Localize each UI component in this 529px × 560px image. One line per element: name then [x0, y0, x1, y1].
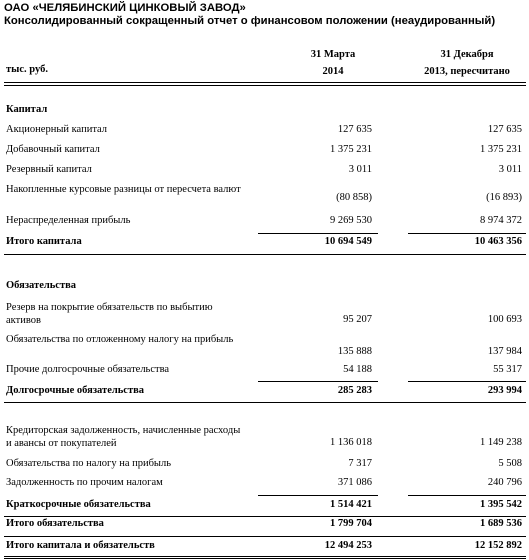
row-value-2013: 10 463 356 [474, 236, 522, 247]
row-value-2014: 1 514 421 [330, 499, 372, 510]
table-row [4, 183, 526, 203]
table-row [4, 301, 526, 326]
row-label: Задолженность по прочим налогам [6, 477, 163, 488]
row-value-2014: 12 494 253 [324, 540, 372, 551]
unit-label: тыс. руб. [6, 64, 48, 75]
row-value-2013: 3 011 [498, 164, 522, 175]
row-value-2013: 1 375 231 [480, 144, 522, 155]
table-row-total [4, 518, 526, 534]
row-value-2014: 10 694 549 [324, 236, 372, 247]
subtotal-rule [258, 381, 378, 382]
row-value-2014: 135 888 [337, 346, 372, 357]
column-header-2014-line1: 31 Марта [310, 49, 356, 60]
table-row [4, 458, 526, 474]
row-value-2014: 127 635 [337, 124, 372, 135]
row-value-2013: 137 984 [487, 346, 522, 357]
row-value-2013: 1 689 536 [480, 518, 522, 529]
row-label: Долгосрочные обязательства [6, 385, 145, 396]
table-row [4, 477, 526, 493]
total-rule [4, 254, 526, 255]
header-rule [4, 82, 526, 83]
row-label: Нераспределенная прибыль [6, 215, 131, 226]
row-value-2014: 1 375 231 [330, 144, 372, 155]
column-header-2014-line2: 2014 [322, 66, 344, 77]
grand-total-rule [4, 556, 526, 557]
row-value-2014: 1 799 704 [330, 518, 372, 529]
company-name: ОАО «ЧЕЛЯБИНСКИЙ ЦИНКОВЫЙ ЗАВОД» [4, 2, 246, 14]
row-value-2014: 9 269 530 [330, 215, 372, 226]
row-value-2014: 371 086 [337, 477, 372, 488]
row-label: Накопленные курсовые разницы от пересчета валют [6, 184, 241, 195]
table-row-total [4, 385, 526, 401]
row-value-2013: 127 635 [487, 124, 522, 135]
column-header-2014 [258, 46, 408, 80]
row-label: Резервный капитал [6, 164, 92, 175]
total-rule [4, 536, 526, 537]
subtotal-rule [408, 495, 526, 496]
subtotal-rule [258, 233, 378, 234]
row-value-2014: 54 188 [343, 364, 372, 375]
row-value-2013: 100 693 [487, 314, 522, 325]
total-rule [4, 402, 526, 403]
row-value-2013: 1 149 238 [480, 437, 522, 448]
section-liabilities: Обязательства [6, 280, 77, 291]
row-label: Обязательства по отложенному налогу на прибыль [6, 334, 234, 345]
row-value-2013: 55 317 [493, 364, 522, 375]
report-title: Консолидированный сокращенный отчет о финансовом положении (неаудированный) [4, 15, 496, 27]
section-equity: Капитал [6, 104, 48, 115]
table-row [4, 364, 526, 380]
subtotal-rule [408, 233, 526, 234]
row-value-2013: 293 994 [487, 385, 522, 396]
row-value-2013: 8 974 372 [480, 215, 522, 226]
row-value-2014: 3 011 [348, 164, 372, 175]
table-row-total [4, 499, 526, 515]
column-header-2013-line1: 31 Декабря [440, 49, 494, 60]
row-value-2014: 95 207 [343, 314, 372, 325]
header-rule-double [4, 85, 526, 86]
row-label: Краткосрочные обязательства [6, 499, 151, 510]
row-label: Обязательства по налогу на прибыль [6, 458, 172, 469]
row-value-2014: (80 858) [336, 192, 372, 203]
table-row [4, 124, 526, 140]
table-row [4, 333, 526, 357]
table-row [4, 144, 526, 160]
table-row [4, 164, 526, 180]
row-label: Резерв на покрытие обязательств по выбытию активов [6, 302, 213, 326]
column-header-2013 [408, 46, 526, 80]
row-label: Кредиторская задолженность, начисленные расходы и авансы от покупателей [6, 425, 241, 449]
table-row [4, 424, 526, 449]
row-label: Итого обязательства [6, 518, 104, 529]
row-label: Добавочный капитал [6, 144, 100, 155]
table-row-total [4, 236, 526, 252]
row-value-2014: 1 136 018 [330, 437, 372, 448]
grand-total-rule-double [4, 558, 526, 559]
row-label: Итого капитала и обязательств [6, 540, 155, 551]
total-rule [4, 516, 526, 517]
table-row [4, 215, 526, 231]
row-value-2013: 12 152 892 [474, 540, 522, 551]
column-header-2013-line2: 2013, пересчитано [424, 66, 510, 77]
row-value-2013: 240 796 [487, 477, 522, 488]
subtotal-rule [258, 495, 378, 496]
row-label: Акционерный капитал [6, 124, 108, 135]
row-label: Итого капитала [6, 236, 82, 247]
row-value-2014: 7 317 [348, 458, 372, 469]
table-row-grand-total [4, 540, 526, 556]
row-label: Прочие долгосрочные обязательства [6, 364, 170, 375]
subtotal-rule [408, 381, 526, 382]
row-value-2013: (16 893) [486, 192, 522, 203]
row-value-2014: 285 283 [337, 385, 372, 396]
row-value-2013: 1 395 542 [480, 499, 522, 510]
row-value-2013: 5 508 [498, 458, 522, 469]
